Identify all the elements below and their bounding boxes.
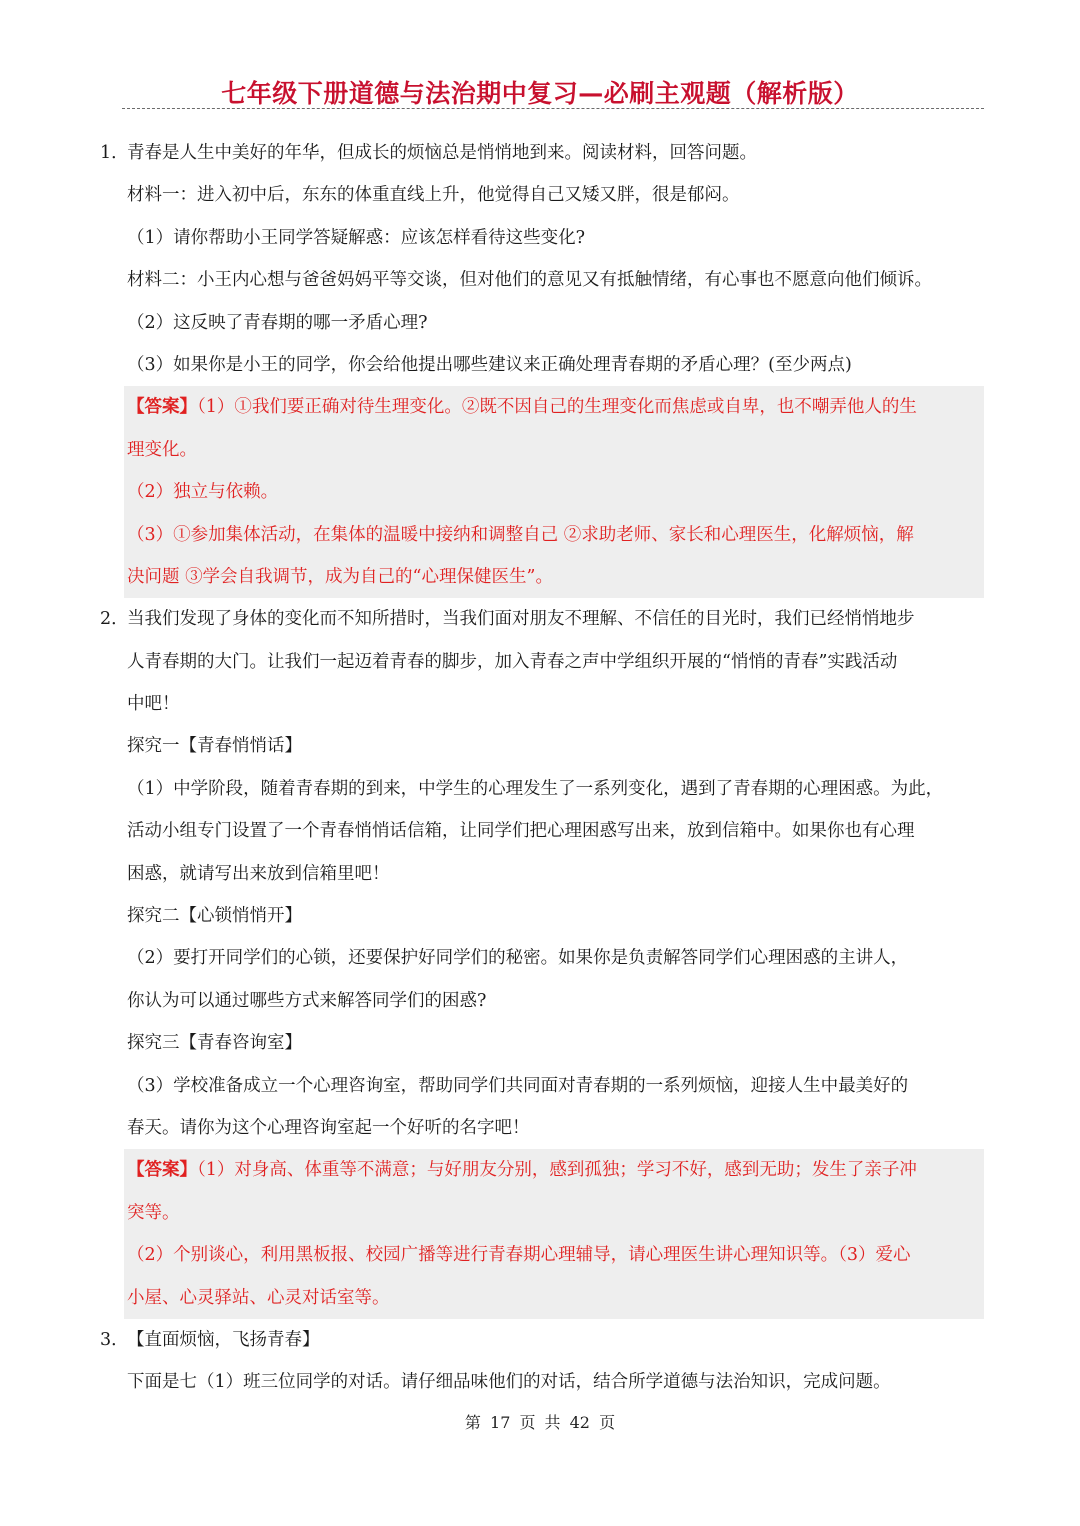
answer-tag: 【答案】 <box>127 1160 197 1181</box>
q1-stem: 青春是人生中美好的年华，但成长的烦恼总是悄悄地到来。阅读材料，回答问题。 <box>127 143 757 163</box>
q2-prompt-1b: 活动小组专门设置了一个青春悄悄话信箱，让同学们把心理困惑写出来，放到信箱中。如果你也有心理 <box>127 821 915 842</box>
q2-answer-2a: （2）个别谈心，利用黑板报、校园广播等进行青春期心理辅导，请心理医生讲心理知识等。（3）爱心 <box>127 1245 911 1266</box>
page-footer: 第 17 页 共 42 页 <box>464 1413 616 1432</box>
q2-answer-2b: 小屋、心灵驿站、心灵对话室等。 <box>127 1287 390 1308</box>
q3-stem: 下面是七（1）班三位同学的对话。请仔细品味他们的对话，结合所学道德与法治知识，完成问题。 <box>127 1372 891 1393</box>
document-body <box>100 132 984 1404</box>
q2-prompt-3a: （3）学校准备成立一个心理咨询室，帮助同学们共同面对青春期的一系列烦恼，迎接人生中最美好的 <box>127 1075 909 1096</box>
q2-prompt-2a: （2）要打开同学们的心锁，还要保护好同学们的秘密。如果你是负责解答同学们心理困惑的主讲人， <box>127 948 909 969</box>
q2-explore-3: 探究三【青春咨询室】 <box>127 1033 302 1054</box>
answer-tag: 【答案】 <box>127 397 197 418</box>
q2-prompt-2b: 你认为可以通过哪些方式来解答同学们的困惑? <box>127 990 487 1011</box>
q1-prompt-2: （2）这反映了青春期的哪一矛盾心理? <box>127 312 428 333</box>
page-title: 七年级下册道德与法治期中复习—必刷主观题（解析版） <box>221 79 859 108</box>
q2-prompt-3b: 春天。请你为这个心理咨询室起一个好听的名字吧！ <box>127 1117 530 1138</box>
q3-heading: 【直面烦恼，飞扬青春】 <box>127 1329 320 1350</box>
q3-heading-line <box>100 1319 984 1361</box>
q1-number: 1． <box>100 143 129 163</box>
q2-prompt-1c: 困惑，就请写出来放到信箱里吧！ <box>127 863 390 884</box>
q1-answer-2: （2）独立与依赖。 <box>127 482 279 503</box>
q3-number: 3． <box>100 1329 129 1350</box>
q2-stem-1: 当我们发现了身体的变化而不知所措时，当我们面对朋友不理解、不信任的目光时，我们已经悄悄地步 <box>127 609 915 630</box>
q1-answer-line-1 <box>127 386 984 428</box>
q1-answer-1b: 理变化。 <box>127 439 197 460</box>
q2-number: 2． <box>100 609 129 630</box>
q2-stem-line-1 <box>100 598 984 640</box>
title-divider <box>122 108 984 109</box>
q2-stem-3: 中吧！ <box>127 694 180 715</box>
q1-answer-3b: 决问题 ③学会自我调节，成为自己的“心理保健医生”。 <box>127 566 553 587</box>
q1-prompt-1: （1）请你帮助小王同学答疑解惑：应该怎样看待这些变化? <box>127 227 586 248</box>
q2-answer-1b: 突等。 <box>127 1202 180 1223</box>
q1-stem-line <box>100 132 984 174</box>
q2-answer-1a: （1）对身高、体重等不满意；与好朋友分别，感到孤独；学习不好，感到无助；发生了亲子冲 <box>197 1160 917 1181</box>
q1-prompt-3: （3）如果你是小王的同学，你会给他提出哪些建议来正确处理青春期的矛盾心理？(至少两点) <box>127 354 852 375</box>
q2-stem-2: 人青春期的大门。让我们一起迈着青春的脚步，加入青春之声中学组织开展的“悄悄的青春”实践活动 <box>127 651 898 672</box>
q2-explore-2: 探究二【心锁悄悄开】 <box>127 906 302 927</box>
q1-answer-block <box>124 386 984 598</box>
q1-material-2: 材料二：小王内心想与爸爸妈妈平等交谈，但对他们的意见又有抵触情绪，有心事也不愿意向他们倾诉。 <box>127 270 932 291</box>
q2-prompt-1a: （1）中学阶段，随着青春期的到来，中学生的心理发生了一系列变化，遇到了青春期的心理困惑。为此， <box>127 778 944 799</box>
q1-answer-3a: （3）①参加集体活动，在集体的温暖中接纳和调整自己 ②求助老师、家长和心理医生，化解烦恼，解 <box>127 524 914 545</box>
q1-material-1: 材料一：进入初中后，东东的体重直线上升，他觉得自己又矮又胖，很是郁闷。 <box>127 185 740 206</box>
q1-answer-1a: （1）①我们要正确对待生理变化。②既不因自己的生理变化而焦虑或自卑，也不嘲弄他人的生 <box>197 397 917 418</box>
q2-explore-1: 探究一【青春悄悄话】 <box>127 736 302 757</box>
q2-answer-line-1 <box>127 1149 984 1191</box>
q2-answer-block <box>124 1149 984 1319</box>
